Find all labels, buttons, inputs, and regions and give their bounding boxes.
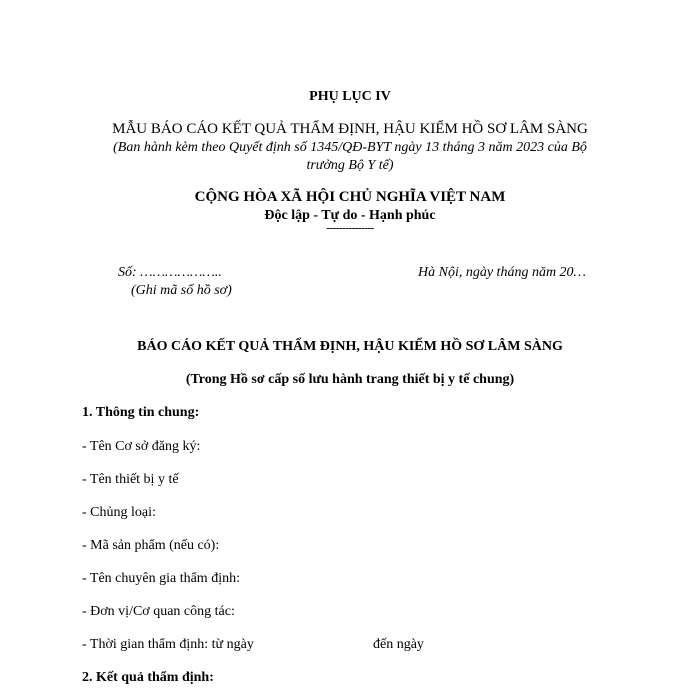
nation-header: CỘNG HÒA XÃ HỘI CHỦ NGHĨA VIỆT NAM xyxy=(194,189,506,205)
document-number-hint: (Ghi mã số hồ sơ) xyxy=(131,283,232,298)
field-product-code: - Mã sản phẩm (nếu có): xyxy=(82,538,220,553)
field-period-start: - Thời gian thẩm định: từ ngày xyxy=(82,637,254,652)
form-title: MẪU BÁO CÁO KẾT QUẢ THẨM ĐỊNH, HẬU KIỂM HỒ SƠ LÂM SÀNG xyxy=(112,121,588,137)
field-registrant: - Tên Cơ sở đăng ký: xyxy=(82,439,201,454)
document-number: Số: ……………….. xyxy=(118,265,222,280)
field-workplace: - Đơn vị/Cơ quan công tác: xyxy=(82,604,235,619)
report-subtitle: (Trong Hồ sơ cấp số lưu hành trang thiết bị y tế chung) xyxy=(185,372,515,387)
field-device-name: - Tên thiết bị y tế xyxy=(82,472,179,487)
issued-by-line1: (Ban hành kèm theo Quyết định số 1345/QĐ-BYT ngày 13 tháng 3 năm 2023 của Bộ xyxy=(113,140,587,155)
field-period-end: đến ngày xyxy=(373,637,424,652)
section2-heading: 2. Kết quả thẩm định: xyxy=(82,670,214,685)
place-date: Hà Nội, ngày tháng năm 20… xyxy=(418,265,586,280)
field-type: - Chủng loại: xyxy=(82,505,156,520)
report-title: BÁO CÁO KẾT QUẢ THẨM ĐỊNH, HẬU KIỂM HỒ SƠ LÂM SÀNG xyxy=(137,339,563,354)
issued-by-line2: trưởng Bộ Y tế) xyxy=(306,158,394,173)
section1-heading: 1. Thông tin chung: xyxy=(82,405,200,420)
motto-rule: --------------- xyxy=(326,222,374,234)
appendix-label: PHỤ LỤC IV xyxy=(309,89,391,104)
field-expert-name: - Tên chuyên gia thẩm định: xyxy=(82,571,240,586)
motto: Độc lập - Tự do - Hạnh phúc xyxy=(264,208,436,223)
